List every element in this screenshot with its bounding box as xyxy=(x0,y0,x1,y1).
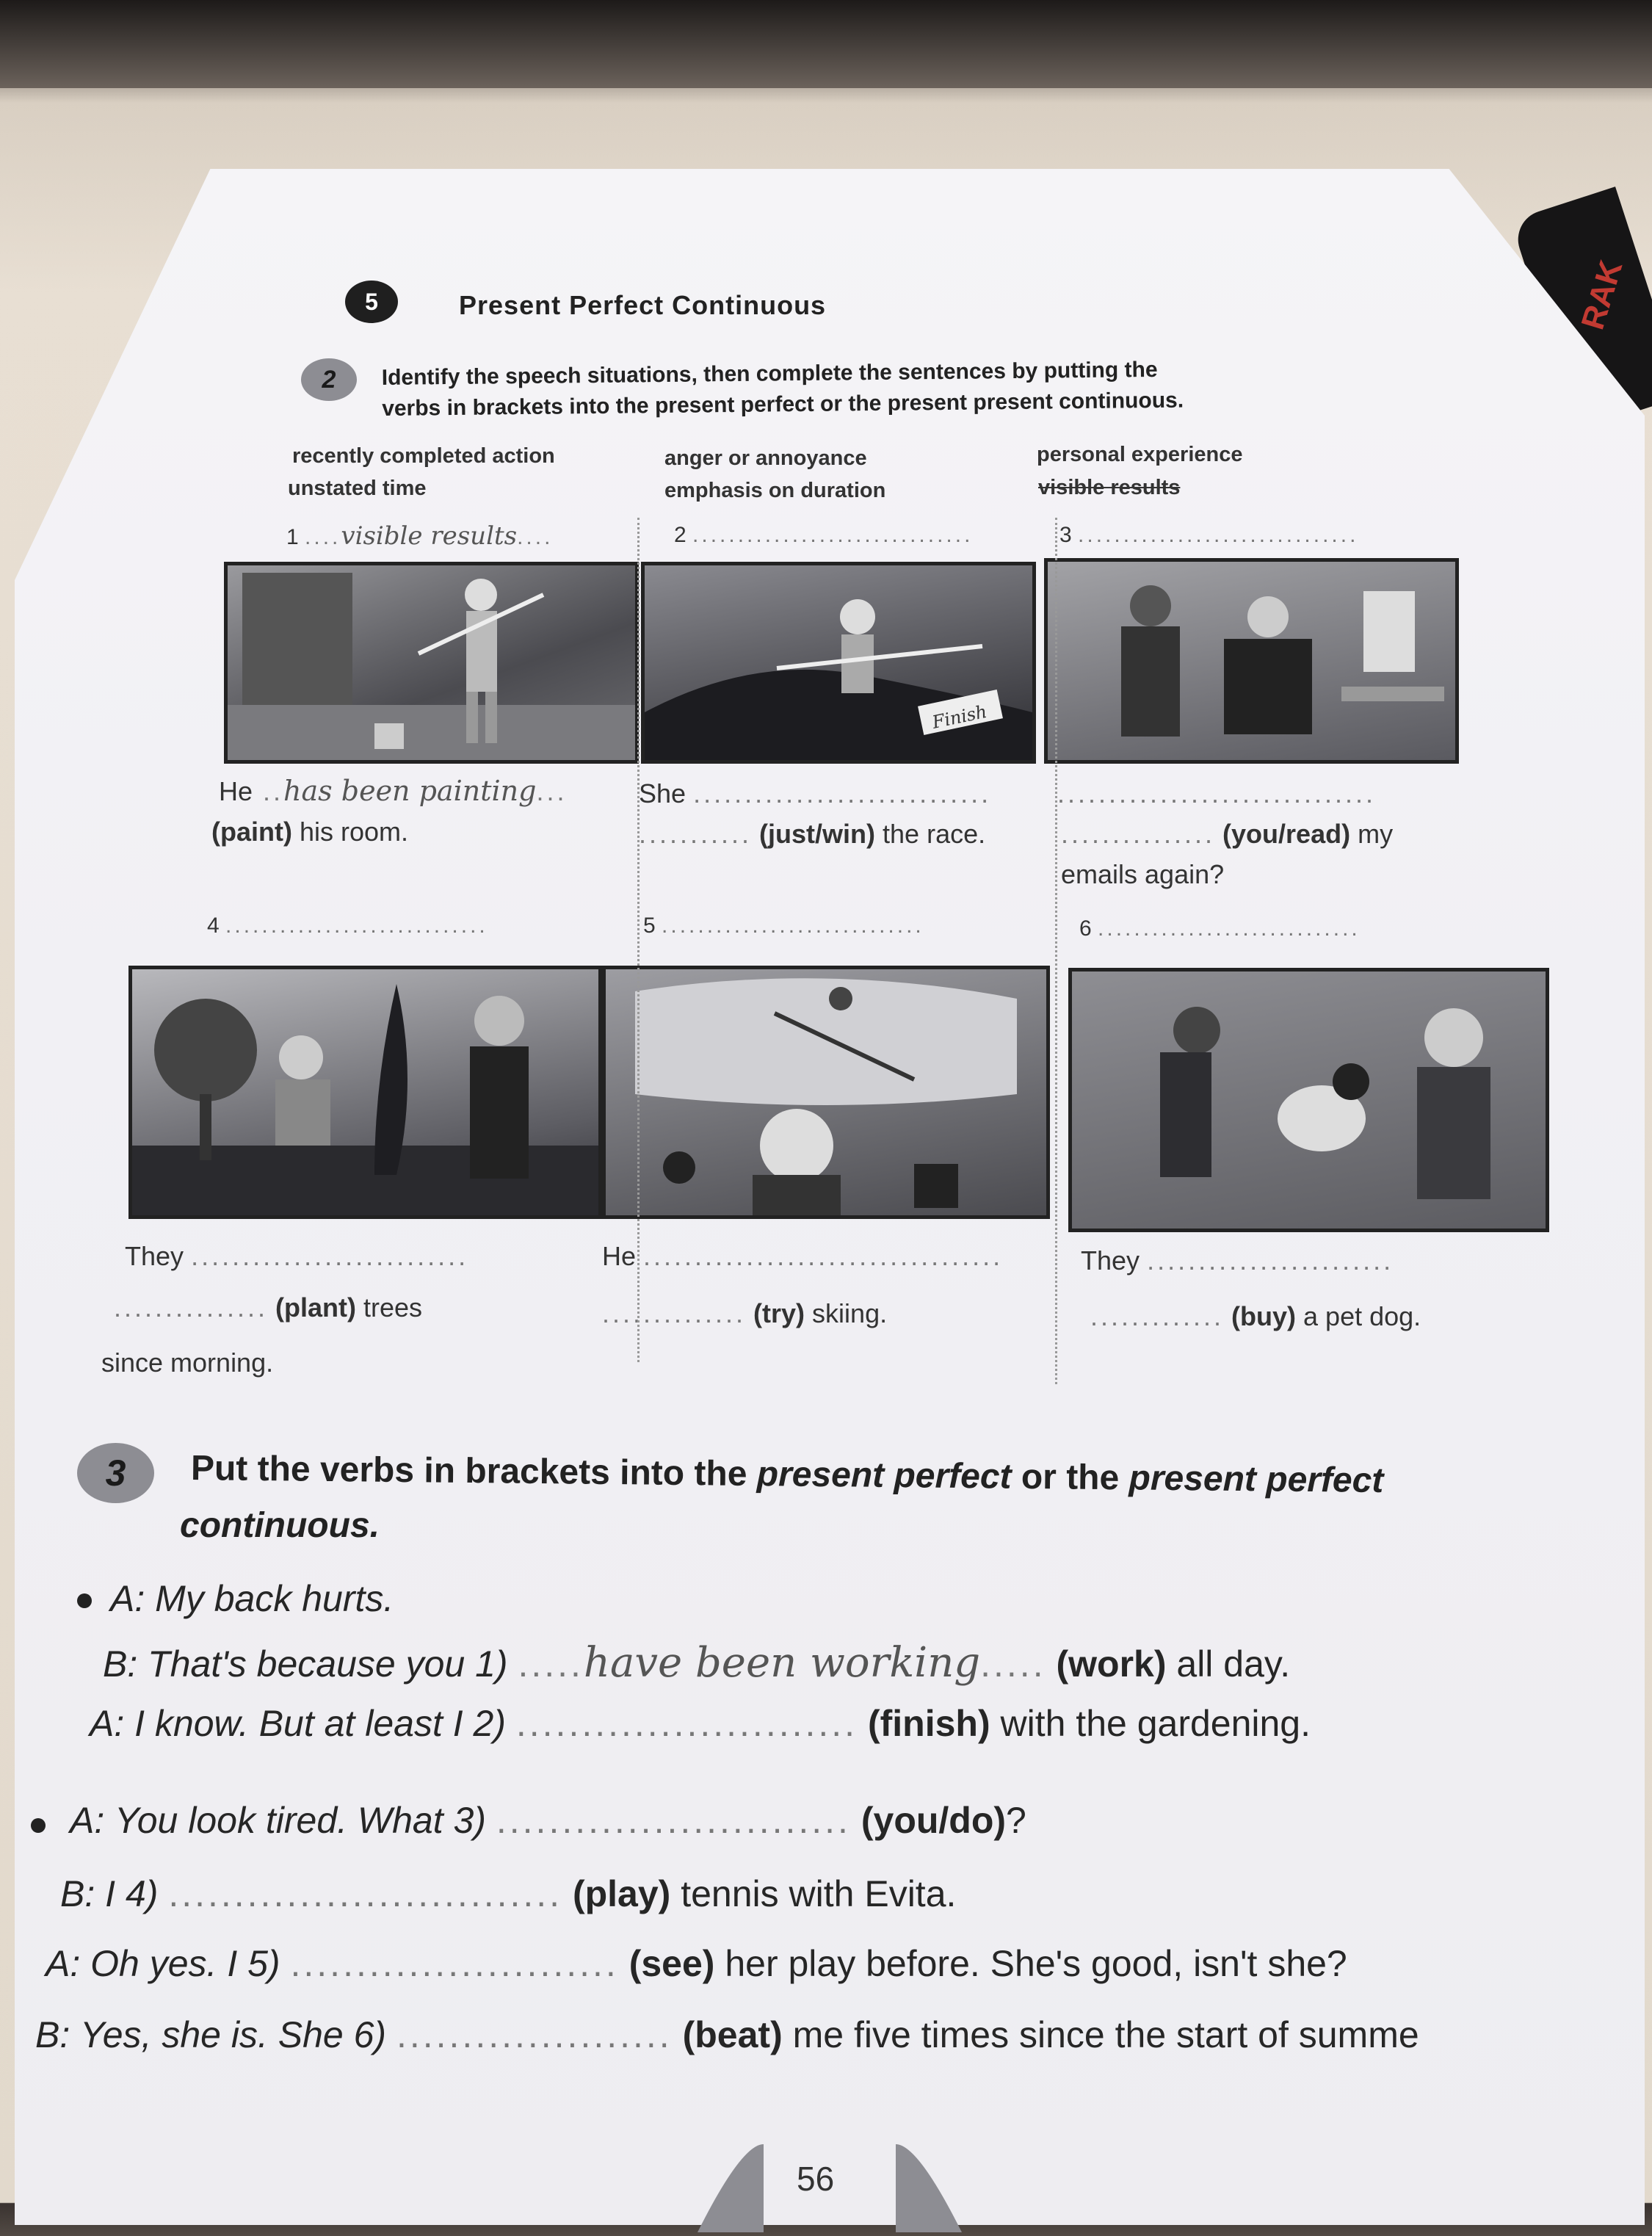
exercise-2-instruction xyxy=(382,352,1396,424)
dialogue-line-1: A: My back hurts. xyxy=(110,1578,394,1619)
item-3-sentence-line2: ............... (you/read) my xyxy=(1061,819,1394,849)
picture-planting-trees xyxy=(128,966,602,1219)
picture-pet-dog xyxy=(1068,968,1549,1232)
dialogue-line-6: A: Oh yes. I 5) ......................... (see) her play before. She's good, isn't she? xyxy=(46,1943,1347,1984)
item-6-sentence-line1: They ........................ xyxy=(1081,1245,1394,1276)
item-4-sentence-line2: ............... (plant) trees xyxy=(114,1292,423,1323)
item-5-sentence-line2: .............. (try) skiing. xyxy=(602,1298,888,1328)
picture-trying-skiing xyxy=(602,966,1050,1219)
item-5-number: 5 ............................. xyxy=(643,913,924,938)
column-divider-2 xyxy=(1055,518,1057,1384)
label-emphasis-duration: emphasis on duration xyxy=(664,479,886,502)
dialogue-line-4: A: You look tired. What 3) ........................... (you/do)? xyxy=(70,1800,1026,1841)
picture-reading-emails xyxy=(1044,558,1459,764)
item-6-number: 6 ............................. xyxy=(1079,916,1361,941)
dog-illustration xyxy=(1072,972,1546,1229)
skiing-illustration xyxy=(606,969,1046,1215)
desk-background xyxy=(0,0,1652,88)
emails-illustration xyxy=(1048,562,1455,760)
item-1-sentence-answer: has been painting xyxy=(283,775,537,807)
item-4-number: 4 ............................. xyxy=(207,913,488,938)
item-6-sentence-line2: ............. (buy) a pet dog. xyxy=(1090,1301,1421,1331)
dialogue-2-bullet xyxy=(31,1818,46,1833)
dialogue-answer-1: have been working xyxy=(583,1639,981,1687)
item-1-sentence-line1: He ..has been painting... xyxy=(219,775,568,807)
painter-illustration xyxy=(228,565,635,760)
exercise-3-instruction-line2: continuous. xyxy=(180,1506,380,1545)
exercise-3-instruction-line1: Put the verbs in brackets into the present perfect or the present perfect xyxy=(190,1449,1384,1501)
exercise-2-badge: 2 xyxy=(301,358,357,401)
item-4-sentence-line3: since morning. xyxy=(101,1347,274,1378)
item-5-sentence-line1: He ................................... xyxy=(602,1241,1004,1271)
item-2-sentence-line1: She ............................. xyxy=(639,778,992,808)
item-3-number: 3 ............................... xyxy=(1059,523,1359,547)
label-anger: anger or annoyance xyxy=(664,446,867,470)
item-3-sentence-line1: ............................... xyxy=(1057,778,1377,808)
unit-title: Present Perfect Continuous xyxy=(459,290,827,320)
dialogue-1-bullet xyxy=(77,1593,92,1608)
item-4-sentence-line1: They ........................... xyxy=(125,1241,469,1271)
picture-painting-room xyxy=(224,562,639,764)
label-personal-experience: personal experience xyxy=(1037,443,1243,466)
exercise-3-badge: 3 xyxy=(77,1443,154,1503)
dialogue-line-2: B: That's because you 1) .....have been working..... (work) all day. xyxy=(103,1639,1291,1687)
item-1-sentence-line2: (paint) his room. xyxy=(211,817,409,847)
item-1-answer: visible results xyxy=(341,521,518,551)
finish-sign: Finish xyxy=(930,701,989,733)
dialogue-line-5: B: I 4) .............................. (play) tennis with Evita. xyxy=(60,1873,957,1914)
unit-number-badge: 5 xyxy=(345,281,398,323)
item-1-number: 1 ....visible results.... xyxy=(286,521,554,551)
page-footer xyxy=(698,2144,962,2232)
desk-object-text: RAK xyxy=(1574,256,1630,334)
item-2-sentence-line2: ........... (just/win) the race. xyxy=(639,819,986,849)
label-unstated-time: unstated time xyxy=(288,477,427,500)
dialogue-line-3: A: I know. But at least I 2) .......................... (finish) with the gardening. xyxy=(90,1703,1311,1744)
label-recently-completed: recently completed action xyxy=(292,444,555,468)
item-3-sentence-line3: emails again? xyxy=(1061,859,1225,889)
dialogue-line-7: B: Yes, she is. She 6) ..................... (beat) me five times since the start of summe xyxy=(35,2014,1419,2055)
race-illustration xyxy=(645,565,1032,760)
column-divider-1 xyxy=(637,518,640,1362)
instruction-line-1: Identify the speech situations, then complete the sentences by putting the xyxy=(381,357,1158,391)
item-2-number: 2 ............................... xyxy=(674,523,974,547)
instruction-line-2: verbs in brackets into the present perfect or the present present continuous. xyxy=(382,388,1184,421)
trees-illustration xyxy=(132,969,598,1215)
label-visible-results: visible results xyxy=(1038,476,1181,499)
page-number: 56 xyxy=(797,2160,835,2198)
picture-winning-race xyxy=(641,562,1036,764)
